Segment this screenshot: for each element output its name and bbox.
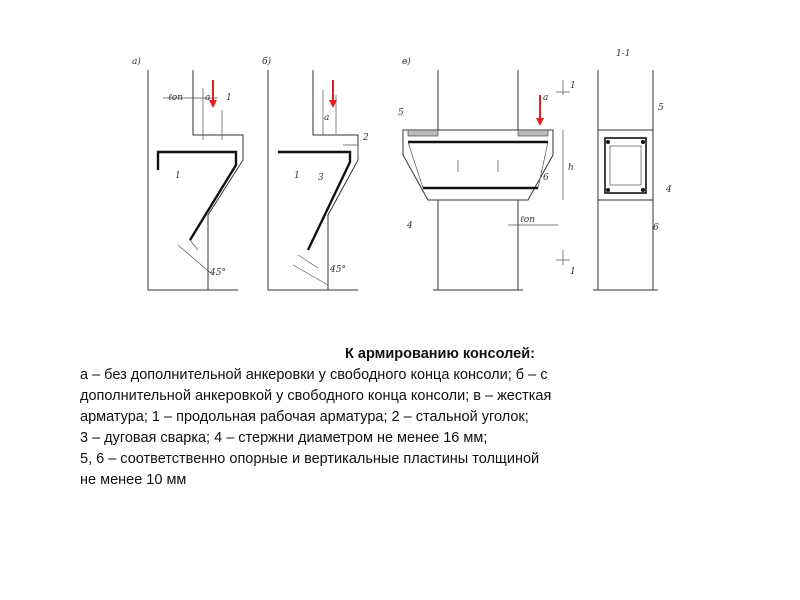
- panel-a-label: а): [132, 57, 141, 67]
- caption-line: а – без дополнительной анкеровки у свободного конца консоли; б – с: [80, 367, 548, 383]
- panel-b: [262, 56, 369, 290]
- panel-b-outline: [268, 70, 358, 290]
- panel-a-outline: [148, 70, 243, 290]
- caption-line: не менее 10 мм: [80, 472, 187, 488]
- caption-line: арматура; 1 – продольная рабочая арматура; 2 – стальной уголок;: [80, 409, 529, 425]
- load-arrow-c: [536, 118, 544, 126]
- svg-text:h: h: [568, 163, 574, 173]
- svg-text:1: 1: [570, 267, 576, 277]
- svg-text:5: 5: [398, 108, 404, 118]
- caption-line: дополнительной анкеровкой у свободного конца консоли; в – жесткая: [80, 388, 552, 404]
- panel-c-corbel: [403, 130, 553, 200]
- caption-line: 3 – дуговая сварка; 4 – стержни диаметром не менее 16 мм;: [80, 430, 488, 446]
- svg-text:4: 4: [666, 185, 672, 195]
- svg-text:45°: 45°: [210, 268, 226, 278]
- panel-b-rebar: [278, 152, 350, 250]
- svg-text:а: а: [324, 113, 330, 123]
- svg-text:5: 5: [658, 103, 664, 113]
- svg-text:6: 6: [543, 173, 549, 183]
- reinforcement-diagram: [118, 40, 698, 310]
- figure-caption: [80, 344, 740, 491]
- panel-a-rebar: [158, 152, 236, 240]
- panel-a: [132, 56, 243, 290]
- svg-text:4: 4: [407, 221, 413, 231]
- support-plate-right: [518, 130, 548, 136]
- svg-text:1: 1: [294, 171, 300, 181]
- panel-c: [398, 56, 576, 290]
- caption-line: 5, 6 – соответственно опорные и вертикальные пластины толщиной: [80, 451, 540, 467]
- svg-text:2: 2: [363, 133, 369, 143]
- svg-text:1: 1: [570, 81, 576, 91]
- svg-text:1: 1: [226, 93, 232, 103]
- svg-text:а: а: [543, 93, 549, 103]
- caption-title: К армированию консолей:: [345, 346, 535, 362]
- panel-c-label: в): [402, 57, 411, 67]
- panel-b-label: б): [262, 57, 272, 67]
- svg-text:6: 6: [653, 223, 659, 233]
- svg-text:а: а: [205, 93, 211, 103]
- svg-text:ℓоп: ℓоп: [520, 215, 535, 225]
- svg-text:45°: 45°: [330, 265, 346, 275]
- svg-text:3: 3: [318, 173, 324, 183]
- panel-a-lop: ℓоп: [168, 93, 183, 103]
- panel-section: [593, 49, 672, 290]
- section-label: 1-1: [616, 49, 631, 59]
- svg-text:1: 1: [175, 171, 181, 181]
- diagram-svg: [118, 40, 698, 310]
- support-plate-left: [408, 130, 438, 136]
